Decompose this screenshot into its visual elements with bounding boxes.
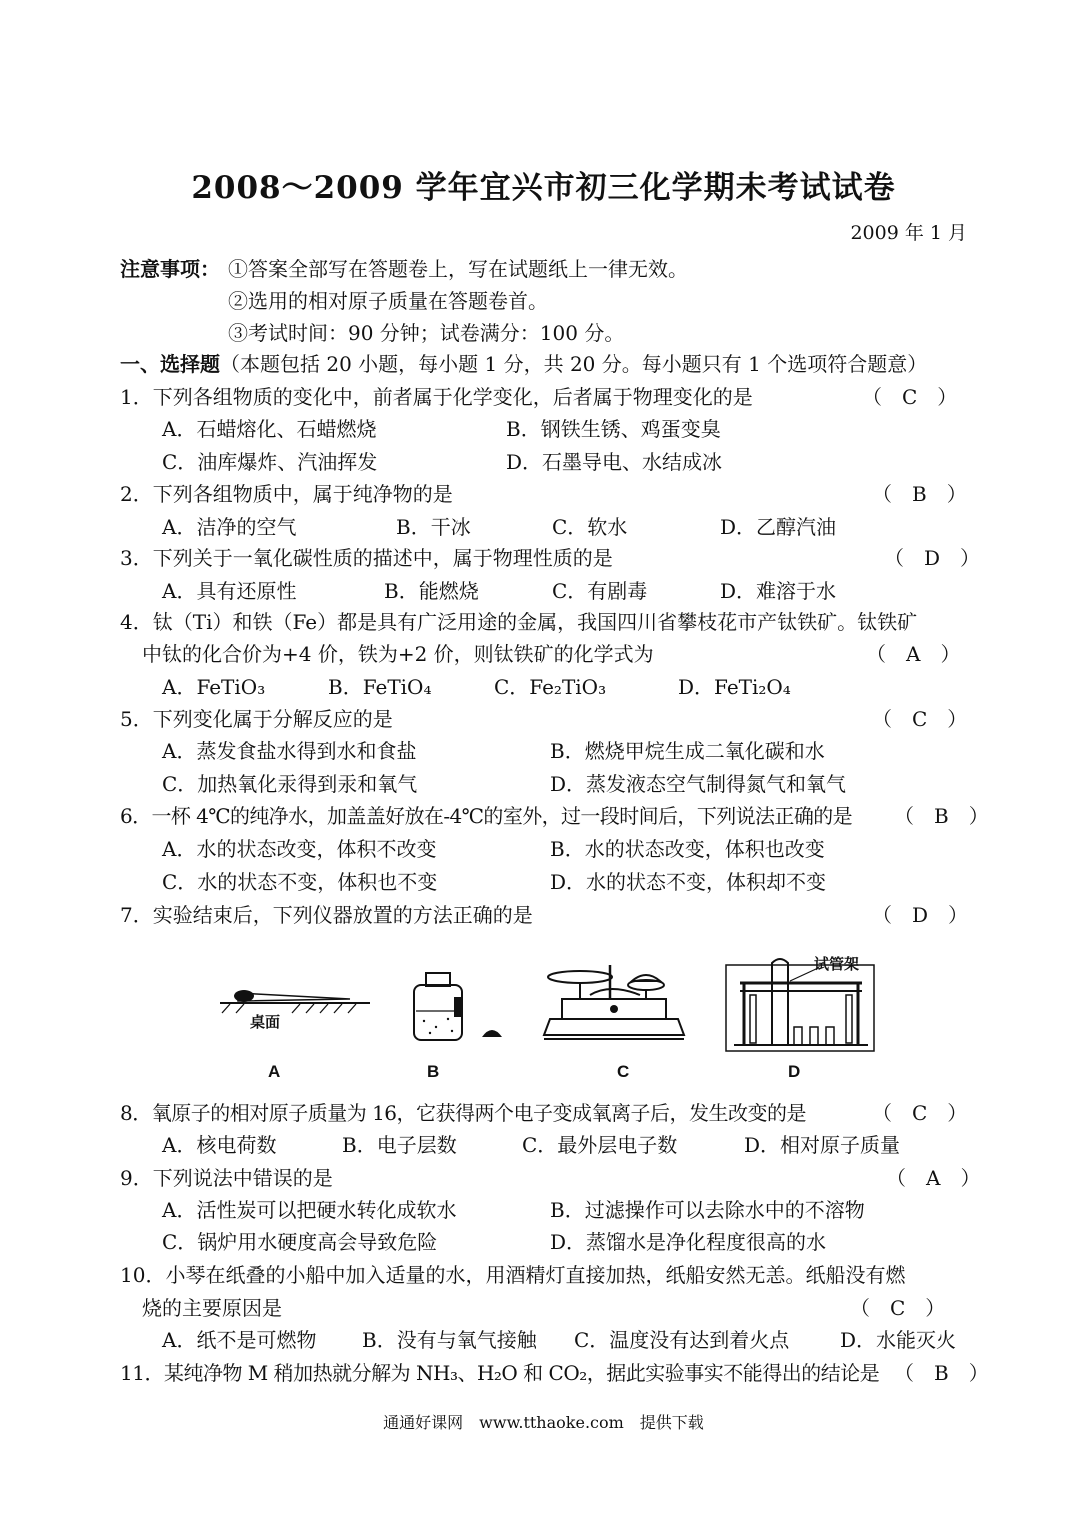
question-stem: 7．实验结束后，下列仪器放置的方法正确的是 [120,903,533,927]
figure-b-open-reagent-bottle [414,973,502,1040]
answer-mark: （ B ） [894,804,989,828]
figure-label: C [617,1062,630,1081]
option: C．水的状态不变，体积也不变 [162,870,438,894]
answer-mark: （ D ） [884,546,981,570]
section-description: （本题包括 20 小题，每小题 1 分，共 20 分。每小题只有 1 个选项符合题意） [220,352,928,376]
rack-label: 试管架 [814,955,860,973]
notice-item: ③考试时间：90 分钟；试卷满分：100 分。 [228,321,625,345]
question-stem: 9．下列说法中错误的是 [120,1166,333,1190]
option: C．软水 [552,515,628,539]
option: B．能燃烧 [384,579,479,603]
option: B．FeTiO₄ [328,675,432,699]
question-stem: 8．氧原子的相对原子质量为 16，它获得两个电子变成氧离子后，发生改变的是 [120,1101,807,1125]
answer-mark: （ C ） [872,1101,968,1125]
figure-c-balance [544,965,684,1039]
option: A．纸不是可燃物 [162,1328,317,1352]
option: A．洁净的空气 [162,515,297,539]
option: A．核电荷数 [162,1133,277,1157]
desk-label: 桌面 [250,1013,281,1031]
answer-mark: （ B ） [872,482,967,506]
answer-mark: （ C ） [850,1296,946,1320]
option: B．水的状态改变，体积也改变 [550,837,825,861]
option: A．蒸发食盐水得到水和食盐 [162,739,417,763]
option: D．FeTi₂O₄ [678,675,791,699]
option: B．过滤操作可以去除水中的不溶物 [550,1198,865,1222]
question-stem: 4．钛（Ti）和铁（Fe）都是具有广泛用途的金属，我国四川省攀枝花市产钛铁矿。钛铁矿 [120,610,918,634]
question-stem: 2．下列各组物质中，属于纯净物的是 [120,482,453,506]
question-stem: 10．小琴在纸叠的小船中加入适量的水，用酒精灯直接加热，纸船安然无恙。纸船没有燃 [120,1263,906,1287]
option: A．活性炭可以把硬水转化成软水 [162,1198,457,1222]
exam-date: 2009 年 1 月 [850,222,967,244]
option: C．有剧毒 [552,579,648,603]
figure-a-test-tube-on-desk [220,990,370,1013]
question-stem: 11．某纯净物 M 稍加热就分解为 NH₃、H₂O 和 CO₂，据此实验事实不能得出的结论是 [120,1361,880,1385]
option: D．水的状态不变，体积却不变 [550,870,827,894]
question-stem: 1．下列各组物质的变化中，前者属于化学变化，后者属于物理变化的是 [120,385,753,409]
option: B．燃烧甲烷生成二氧化碳和水 [550,739,825,763]
option: D．蒸发液态空气制得氮气和氧气 [550,772,847,796]
option: A．具有还原性 [162,579,297,603]
option: D．难溶于水 [720,579,837,603]
option: C．最外层电子数 [522,1133,678,1157]
question-stem-continued: 中钛的化合价为+4 价，铁为+2 价，则钛铁矿的化学式为 [142,642,654,666]
section-title: 一、选择题 [120,352,220,376]
figure-label: D [788,1062,801,1081]
answer-mark: （ C ） [862,385,958,409]
answer-mark: （ D ） [872,903,969,927]
figure-label: A [268,1062,281,1081]
option: C．锅炉用水硬度高会导致危险 [162,1230,438,1254]
page-footer: 通通好课网 www.tthaoke.com 提供下载 [383,1413,704,1432]
option: D．蒸馏水是净化程度很高的水 [550,1230,827,1254]
option: C．加热氧化汞得到汞和氧气 [162,772,418,796]
answer-mark: （ B ） [894,1361,989,1385]
question-stem: 3．下列关于一氧化碳性质的描述中，属于物理性质的是 [120,546,613,570]
option: A．水的状态改变，体积不改变 [162,837,437,861]
option: A．FeTiO₃ [162,675,266,699]
notice-label: 注意事项： [120,257,220,281]
question-stem: 6．一杯 4℃的纯净水，加盖盖好放在-4℃的室外，过一段时间后，下列说法正确的是 [120,804,853,828]
option: D．相对原子质量 [744,1133,901,1157]
question-stem-continued: 烧的主要原因是 [142,1296,282,1320]
option: B．干冰 [396,515,471,539]
notice-item: ①答案全部写在答题卷上，写在试题纸上一律无效。 [228,257,688,281]
section-heading [120,348,927,377]
option: D．乙醇汽油 [720,515,837,539]
notice-item: ②选用的相对原子质量在答题卷首。 [228,289,548,313]
option: A．石蜡熔化、石蜡燃烧 [162,417,377,441]
answer-mark: （ A ） [886,1166,981,1190]
question-stem: 5．下列变化属于分解反应的是 [120,707,393,731]
option: B．钢铁生锈、鸡蛋变臭 [506,417,721,441]
option: C．油库爆炸、汽油挥发 [162,450,378,474]
option: B．没有与氧气接触 [362,1328,537,1352]
page-title: 2008～2009 学年宜兴市初三化学期未考试试卷 [191,170,896,206]
option: D．石墨导电、水结成冰 [506,450,723,474]
apparatus-figure [210,955,890,1060]
option: D．水能灭火 [840,1328,957,1352]
option: C．温度没有达到着火点 [574,1328,790,1352]
answer-mark: （ C ） [872,707,968,731]
figure-label: B [427,1062,440,1081]
option: B．电子层数 [342,1133,457,1157]
answer-mark: （ A ） [866,642,961,666]
option: C．Fe₂TiO₃ [494,675,607,699]
